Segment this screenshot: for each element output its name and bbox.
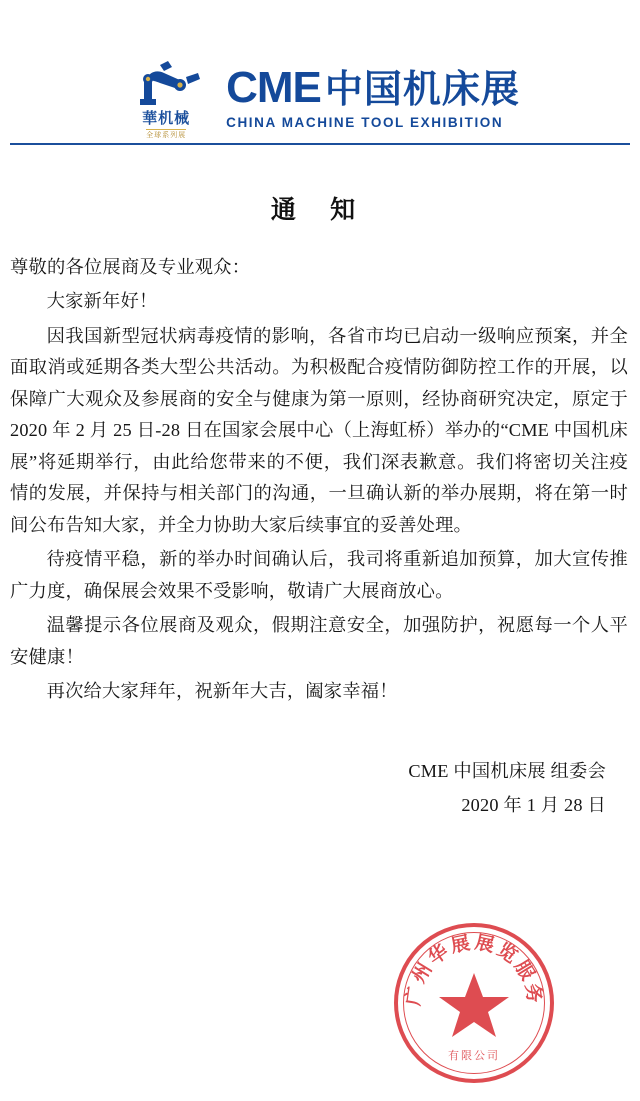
document-title: 通 知: [270, 197, 370, 224]
seal-inner-ring: [403, 932, 545, 1074]
signature-organization: CME 中国机床展 组委会: [408, 760, 606, 781]
robot-arm-icon: [130, 59, 202, 111]
company-seal: [394, 923, 554, 1083]
paragraph-4: 温馨提示各位展商及观众，假期注意安全，加强防护，祝愿每一个人平安健康！: [10, 615, 628, 667]
seal-text-top: 广州华展展览服务: [403, 932, 545, 1008]
paragraph-2: 因我国新型冠状病毒疫情的影响，各省市均已启动一级响应预案，并全面取消或延期各类大型公共活动。为积极配合疫情防御防控工作的开展，以保障广大观众及参展商的安全与健康为第一原则，经协商研究决定，原定于 2020 年 2 月 25 日-28 日在国家会展中心（上海虹桥）举办的“CME 中国机床展”将延期举行，由此给您带来的不便，我们深表歉意。我们将密切关注疫情的发展，并保持与相关部门的沟通，一旦确认新的举办展期，将在第一时间公布告知大家，并全力协助大家后续事宜的妥善处理。: [10, 325, 628, 535]
document-body: [0, 252, 640, 823]
header-divider: [10, 143, 630, 145]
cme-logo-text: [226, 63, 520, 130]
cme-wordmark: CME: [226, 63, 321, 112]
brand-cn-subtitle: 全球系列展: [146, 129, 186, 139]
cme-wordmark-en: CHINA MACHINE TOOL EXHIBITION: [226, 115, 504, 130]
paragraph-1: 大家新年好！: [46, 291, 158, 312]
signature-date: 2020 年 1 月 28 日: [461, 795, 606, 816]
brand-cn-name: 華机械: [142, 111, 191, 127]
paragraph-5: 再次给大家拜年，祝新年大吉，阖家幸福！: [46, 681, 398, 702]
seal-arc-text: [398, 927, 550, 1079]
cme-logo-main: [226, 63, 520, 112]
seal-star-icon: [398, 927, 550, 1079]
signature-block: [10, 754, 628, 824]
brand-logo: [120, 59, 520, 137]
hua-brand-mark: [120, 59, 212, 137]
svg-text:广州华展展览服务: [401, 931, 547, 1007]
document-header: [0, 0, 640, 150]
salutation: 尊敬的各位展商及专业观众：: [10, 257, 251, 277]
cme-wordmark-cn: 中国机床展: [324, 69, 520, 111]
seal-text-bottom: 有限公司: [448, 1050, 500, 1062]
paragraph-3: 待疫情平稳，新的举办时间确认后，我司将重新追加预算，加大宣传推广力度，确保展会效果不受影响，敬请广大展商放心。: [10, 549, 628, 601]
